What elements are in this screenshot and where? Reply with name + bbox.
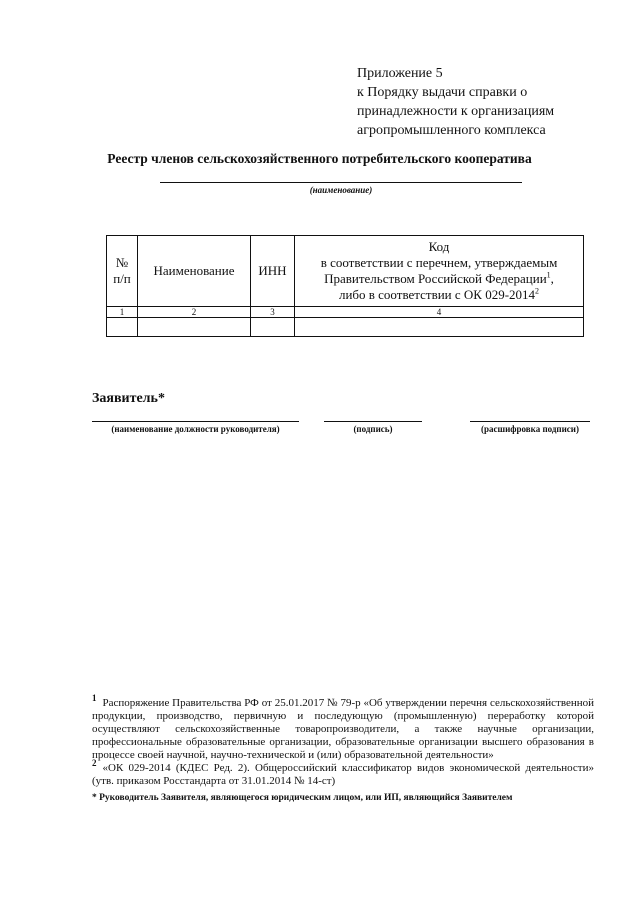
signature-line[interactable]	[324, 421, 422, 422]
header-inn: ИНН	[251, 236, 295, 307]
footnote-ref-2: 2	[535, 286, 540, 296]
footnote-mark: 1	[92, 693, 97, 704]
footnote-ref-1: 1	[546, 270, 551, 280]
position-line[interactable]	[92, 421, 299, 422]
document-title: Реестр членов сельскохозяйственного потребительского кооператива	[107, 151, 532, 166]
appendix-header	[357, 64, 554, 140]
footnotes	[92, 693, 594, 805]
registry-table	[106, 235, 584, 337]
appendix-line: к Порядку выдачи справки о	[357, 85, 528, 100]
name-underline	[160, 182, 522, 183]
footnote-text: Распоряжение Правительства РФ от 25.01.2017 № 79-р «Об утверждении перечня сельскохозяйственной продукции, производство, первичную и последующую (промышленную) переработку которой осуществляют сельскохозяйственные товаропроизводители, а также научные организации, профессиональные образовательные организации, образовательные организации высшего образования в процессе своей научной, научно-технической и (или) образовательной деятельности»	[92, 697, 594, 761]
column-number: 3	[251, 307, 295, 318]
column-number: 2	[138, 307, 251, 318]
footnote-3: * Руководитель Заявителя, являющегося юридическим лицом, или ИП, являющийся Заявителем	[92, 793, 513, 803]
appendix-line: Приложение 5	[357, 66, 443, 81]
name-caption: (наименование)	[309, 185, 373, 195]
header-num: № п/п	[107, 236, 138, 307]
footnote-1	[92, 693, 594, 762]
signature-caption: (подпись)	[353, 424, 393, 434]
table-cell[interactable]	[295, 318, 584, 337]
applicant-label: Заявитель*	[92, 391, 165, 406]
table-cell[interactable]	[107, 318, 138, 337]
decoding-line[interactable]	[470, 421, 590, 422]
column-number: 1	[107, 307, 138, 318]
column-number: 4	[295, 307, 584, 318]
table-cell[interactable]	[138, 318, 251, 337]
appendix-line: агропромышленного комплекса	[357, 123, 546, 138]
footnote-2	[92, 758, 594, 788]
table-cell[interactable]	[251, 318, 295, 337]
header-code: Код в соответствии с перечнем, утверждаемым Правительством Российской Федерации$^1$, либо в соответствии с ОК 029-2014$^2$	[295, 236, 584, 307]
header-name: Наименование	[138, 236, 251, 307]
footnote-mark: 2	[92, 758, 97, 769]
position-caption: (наименование должности руководителя)	[111, 424, 280, 434]
column-number-row	[107, 307, 584, 318]
decoding-caption: (расшифровка подписи)	[481, 424, 579, 434]
appendix-line: принадлежности к организациям	[357, 104, 555, 119]
footnote-text: «ОК 029-2014 (КДЕС Ред. 2). Общероссийский классификатор видов экономической деятельности» (утв. приказом Росстандарта от 31.01.2014 № 14-ст)	[92, 762, 594, 787]
table-header-row	[107, 236, 584, 307]
table-row	[107, 318, 584, 337]
